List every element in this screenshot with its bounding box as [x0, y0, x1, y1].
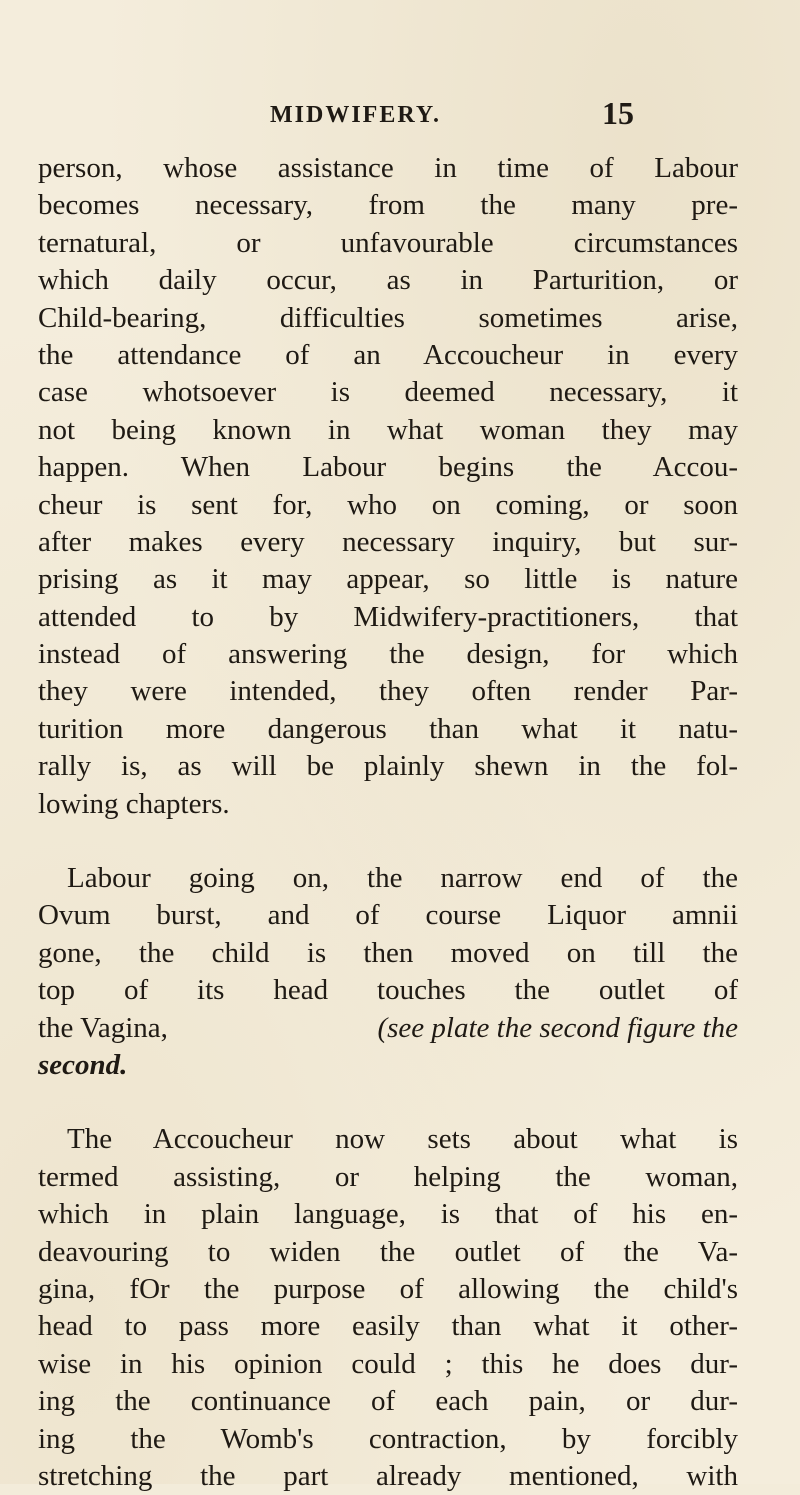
text-line: gone, the child is then moved on till the	[38, 936, 738, 969]
text-line: termed assisting, or helping the woman,	[38, 1160, 738, 1193]
paragraph-gap	[38, 823, 738, 860]
text-line: case whotsoever is deemed necessary, it	[38, 376, 738, 409]
text-segment-italic: (see plate the second figure the	[377, 1011, 738, 1044]
text-line: cheur is sent for, who on coming, or soon	[38, 488, 738, 521]
text-line: ing the continuance of each pain, or dur-	[38, 1385, 738, 1418]
text-line: gina, fOr the purpose of allowing the child's	[38, 1272, 738, 1305]
text-line: lowing chapters.	[38, 787, 230, 820]
text-line: which daily occur, as in Parturition, or	[38, 264, 738, 297]
text-line: instead of answering the design, for which	[38, 638, 738, 671]
text-line: Labour going on, the narrow end of the	[67, 862, 738, 895]
text-line: becomes necessary, from the many pre-	[38, 189, 738, 222]
paragraph-2	[38, 860, 738, 1084]
text-line: ing the Womb's contraction, by forcibly	[38, 1422, 738, 1455]
text-segment: the Vagina,	[38, 1011, 168, 1044]
text-line: stretching the part already mentioned, with	[38, 1459, 738, 1492]
text-line: happen. When Labour begins the Accou-	[38, 451, 738, 484]
running-title: MIDWIFERY.	[270, 102, 441, 128]
text-line: The Accoucheur now sets about what is	[67, 1123, 738, 1156]
text-line: which in plain language, is that of his en-	[38, 1198, 738, 1231]
text-line-mixed	[38, 1010, 738, 1047]
text-line: wise in his opinion could ; this he does dur-	[38, 1347, 738, 1380]
text-line: turition more dangerous than what it natu-	[38, 712, 738, 745]
text-line: the attendance of an Accoucheur in every	[38, 338, 738, 371]
text-line: Ovum burst, and of course Liquor amnii	[38, 899, 738, 932]
running-head	[0, 92, 800, 132]
text-line: they were intended, they often render Par-	[38, 675, 738, 708]
text-line: second.	[38, 1048, 128, 1081]
text-line: deavouring to widen the outlet of the Va-	[38, 1235, 738, 1268]
text-line: ternatural, or unfavourable circumstances	[38, 226, 738, 259]
text-line: prising as it may appear, so little is nature	[38, 563, 738, 596]
text-line: after makes every necessary inquiry, but sur-	[38, 525, 738, 558]
page-number: 15	[602, 95, 634, 131]
text-line: head to pass more easily than what it other-	[38, 1310, 738, 1343]
text-line: not being known in what woman they may	[38, 413, 738, 446]
text-line: Child-bearing, difficulties sometimes arise,	[38, 301, 738, 334]
paragraph-1	[38, 150, 738, 823]
text-line: attended to by Midwifery-practitioners, that	[38, 600, 738, 633]
text-line: rally is, as will be plainly shewn in the fol-	[38, 750, 738, 783]
text-line: top of its head touches the outlet of	[38, 974, 738, 1007]
paragraph-3	[38, 1121, 738, 1495]
body-text	[38, 150, 738, 1495]
text-line: person, whose assistance in time of Labour	[38, 152, 738, 184]
paragraph-gap	[38, 1084, 738, 1121]
